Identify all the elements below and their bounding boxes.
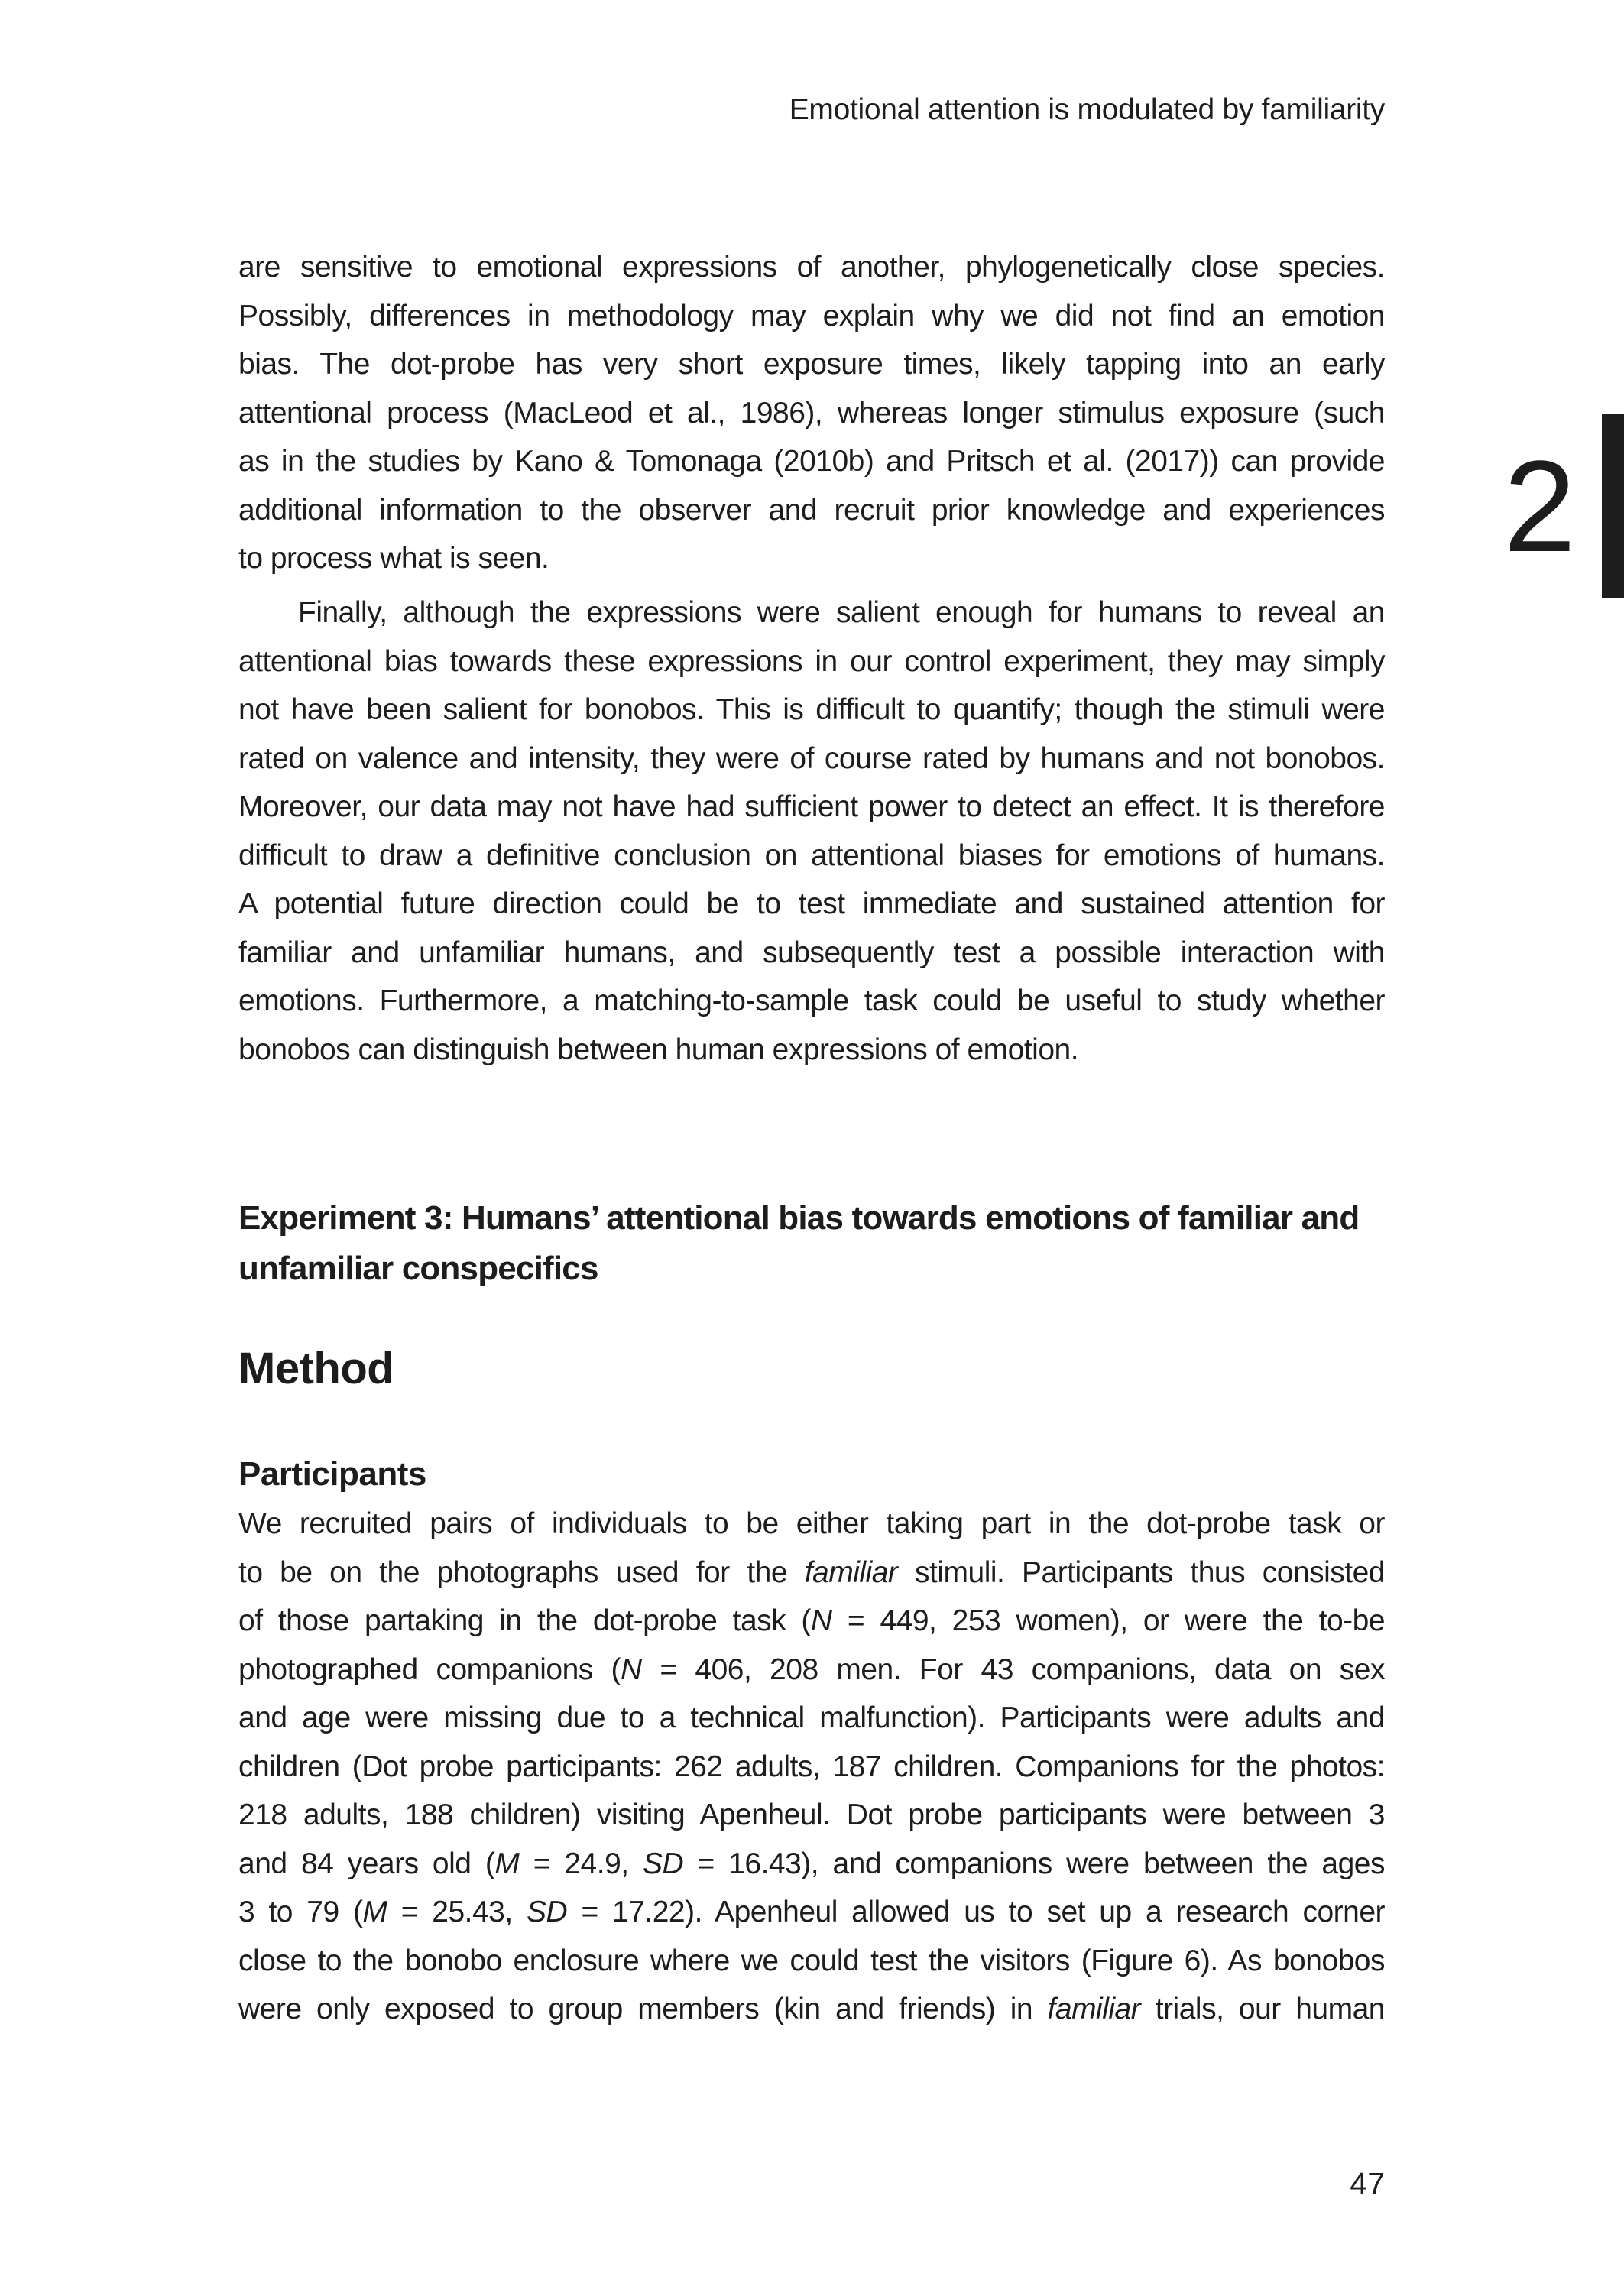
method-heading: Method [238, 1344, 394, 1393]
participants-heading: Participants [238, 1455, 426, 1493]
text-line: Finally, although the expressions were salient enough for humans to reveal an [298, 596, 1385, 629]
text-line: attentional process (MacLeod et al., 1986), whereas longer stimulus exposure (such [238, 396, 1385, 430]
chapter-number: 2 [1503, 434, 1574, 579]
text-line: to process what is seen. [238, 542, 549, 575]
text-line: close to the bonobo enclosure where we could test the visitors (Figure 6). As bonobos [238, 1944, 1385, 1977]
text-line: children (Dot probe participants: 262 adults, 187 children. Companions for the photos: [238, 1750, 1385, 1783]
section-heading-experiment-3 [238, 1193, 1385, 1294]
text-line: bonobos can distinguish between human expressions of emotion. [238, 1033, 1079, 1066]
text-line: 3 to 79 (M = 25.43, SD = 17.22). Apenheul allowed us to set up a research corner [238, 1896, 1385, 1928]
text-line: 218 adults, 188 children) visiting Apenheul. Dot probe participants were between 3 [238, 1798, 1385, 1831]
text-line: difficult to draw a definitive conclusion on attentional biases for emotions of humans. [238, 838, 1385, 872]
paragraph-discussion-2 [238, 589, 1385, 1074]
text-line: additional information to the observer and recruit prior knowledge and experiences [238, 493, 1385, 527]
text-line: not have been salient for bonobos. This is difficult to quantify; though the stimuli were [238, 693, 1385, 726]
text-line: emotions. Furthermore, a matching-to-sample task could be useful to study whether [238, 984, 1385, 1017]
text-line: are sensitive to emotional expressions of another, phylogenetically close species. [238, 251, 1385, 284]
text-line: and age were missing due to a technical malfunction). Participants were adults and [238, 1701, 1385, 1734]
text-line: photographed companions (N = 406, 208 men. For 43 companions, data on sex [238, 1652, 1385, 1686]
page-number: 47 [1350, 2166, 1385, 2201]
text-line: as in the studies by Kano & Tomonaga (2010b) and Pritsch et al. (2017)) can provide [238, 445, 1385, 478]
text-line: attentional bias towards these expressions in our control experiment, they may simply [238, 644, 1385, 678]
text-line: were only exposed to group members (kin and friends) in familiar trials, our human [238, 1993, 1385, 2025]
text-line: to be on the photographs used for the familiar stimuli. Participants thus consisted [238, 1555, 1385, 1589]
text-line: of those partaking in the dot-probe task (N = 449, 253 women), or were the to-be [238, 1604, 1386, 1637]
text-line: unfamiliar conspecifics [238, 1250, 598, 1287]
paragraph-discussion-1 [238, 243, 1385, 583]
text-line: Possibly, differences in methodology may explain why we did not find an emotion [238, 299, 1385, 332]
text-line: We recruited pairs of individuals to be either taking part in the dot-probe task or [238, 1507, 1385, 1540]
paragraph-participants [238, 1500, 1385, 2034]
chapter-bar [1602, 414, 1624, 598]
text-line: rated on valence and intensity, they were of course rated by humans and not bonobos. [238, 741, 1385, 775]
running-head: Emotional attention is modulated by familiarity [789, 93, 1385, 126]
text-line: Experiment 3: Humans’ attentional bias towards emotions of familiar and [238, 1199, 1360, 1237]
text-line: familiar and unfamiliar humans, and subsequently test a possible interaction with [238, 936, 1385, 969]
text-line: A potential future direction could be to test immediate and sustained attention for [238, 887, 1385, 920]
text-line: and 84 years old (M = 24.9, SD = 16.43), and companions were between the ages [238, 1847, 1385, 1880]
text-line: Moreover, our data may not have had sufficient power to detect an effect. It is therefore [238, 790, 1385, 823]
text-line: bias. The dot-probe has very short exposure times, likely tapping into an early [238, 348, 1385, 381]
